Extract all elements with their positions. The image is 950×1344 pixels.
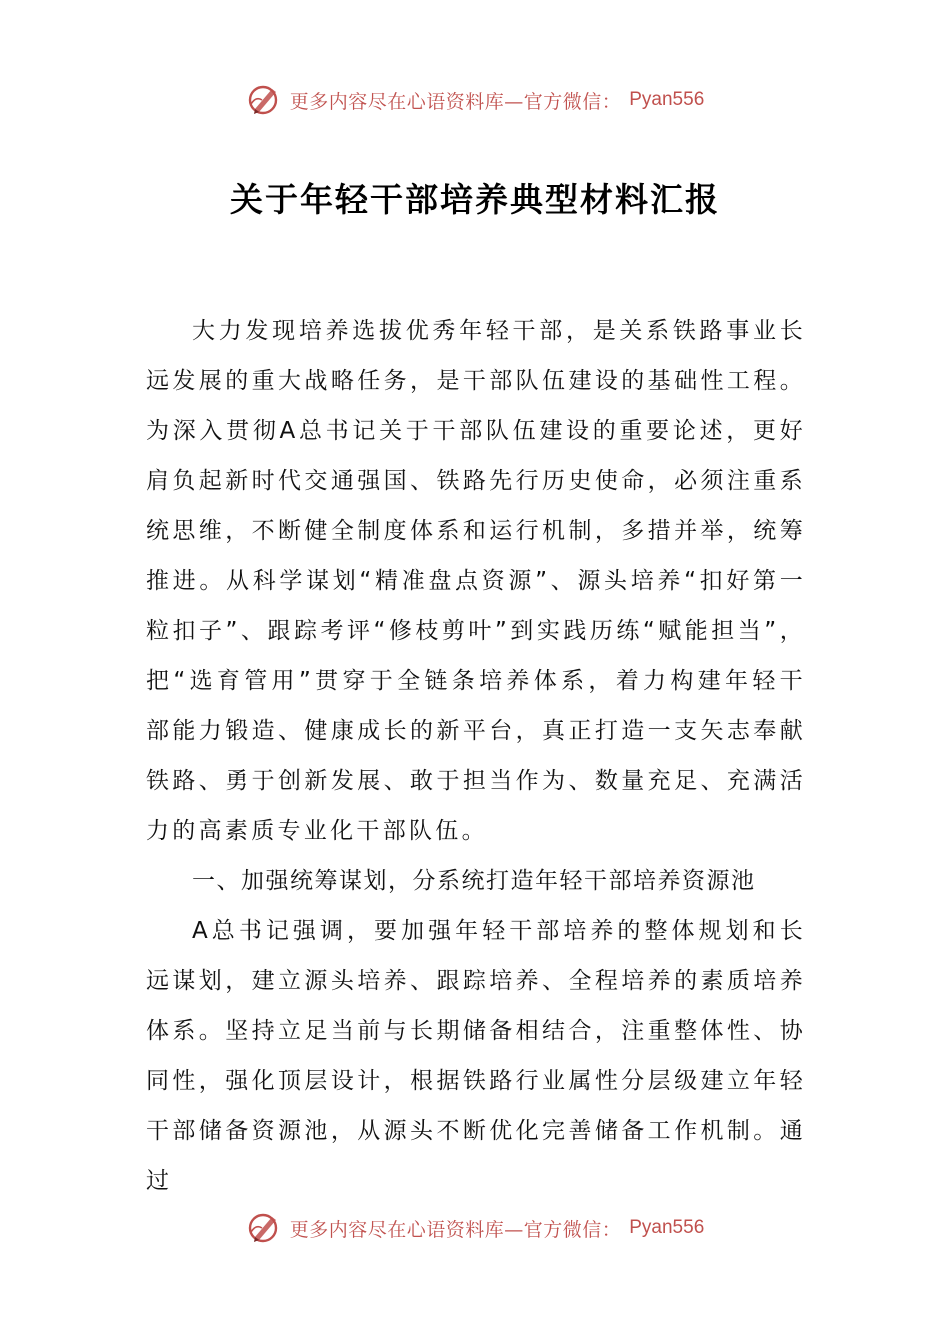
watermark-handle: Pyan556 <box>629 89 705 110</box>
pen-logo-icon <box>246 1210 282 1246</box>
watermark-header <box>0 82 950 118</box>
paragraph-intro: 大力发现培养选拔优秀年轻干部，是关系铁路事业长远发展的重大战略任务，是干部队伍建设的基础性工程。为深入贯彻A总书记关于干部队伍建设的重要论述，更好肩负起新时代交通强国、铁路先行历史使命，必须注重系统思维，不断健全制度体系和运行机制，多措并举，统筹推进。从科学谋划“精准盘点资源”、源头培养“扣好第一粒扣子”、跟踪考评“修枝剪叶”到实践历练“赋能担当”，把“选育管用”贯穿于全链条培养体系，着力构建年轻干部能力锻造、健康成长的新平台，真正打造一支矢志奉献铁路、勇于创新发展、敢于担当作为、数量充足、充满活力的高素质专业化干部队伍。 <box>146 318 806 844</box>
document-title: 关于年轻干部培养典型材料汇报 <box>230 180 720 219</box>
section-heading-1: 一、加强统筹谋划，分系统打造年轻干部培养资源池 <box>192 868 756 894</box>
paragraph-section-1: A总书记强调，要加强年轻干部培养的整体规划和长远谋划，建立源头培养、跟踪培养、全程培养的素质培养体系。坚持立足当前与长期储备相结合，注重整体性、协同性，强化顶层设计，根据铁路行业属性分层级建立年轻干部储备资源池，从源头不断优化完善储备工作机制。通过 <box>146 918 806 1194</box>
pen-logo-icon <box>246 82 282 118</box>
watermark-text: 更多内容尽在心语资料库—官方微信： <box>289 90 622 113</box>
watermark-footer <box>0 1210 950 1246</box>
watermark-handle: Pyan556 <box>629 1217 705 1238</box>
watermark-text: 更多内容尽在心语资料库—官方微信： <box>289 1218 622 1241</box>
document-body <box>146 306 806 1206</box>
